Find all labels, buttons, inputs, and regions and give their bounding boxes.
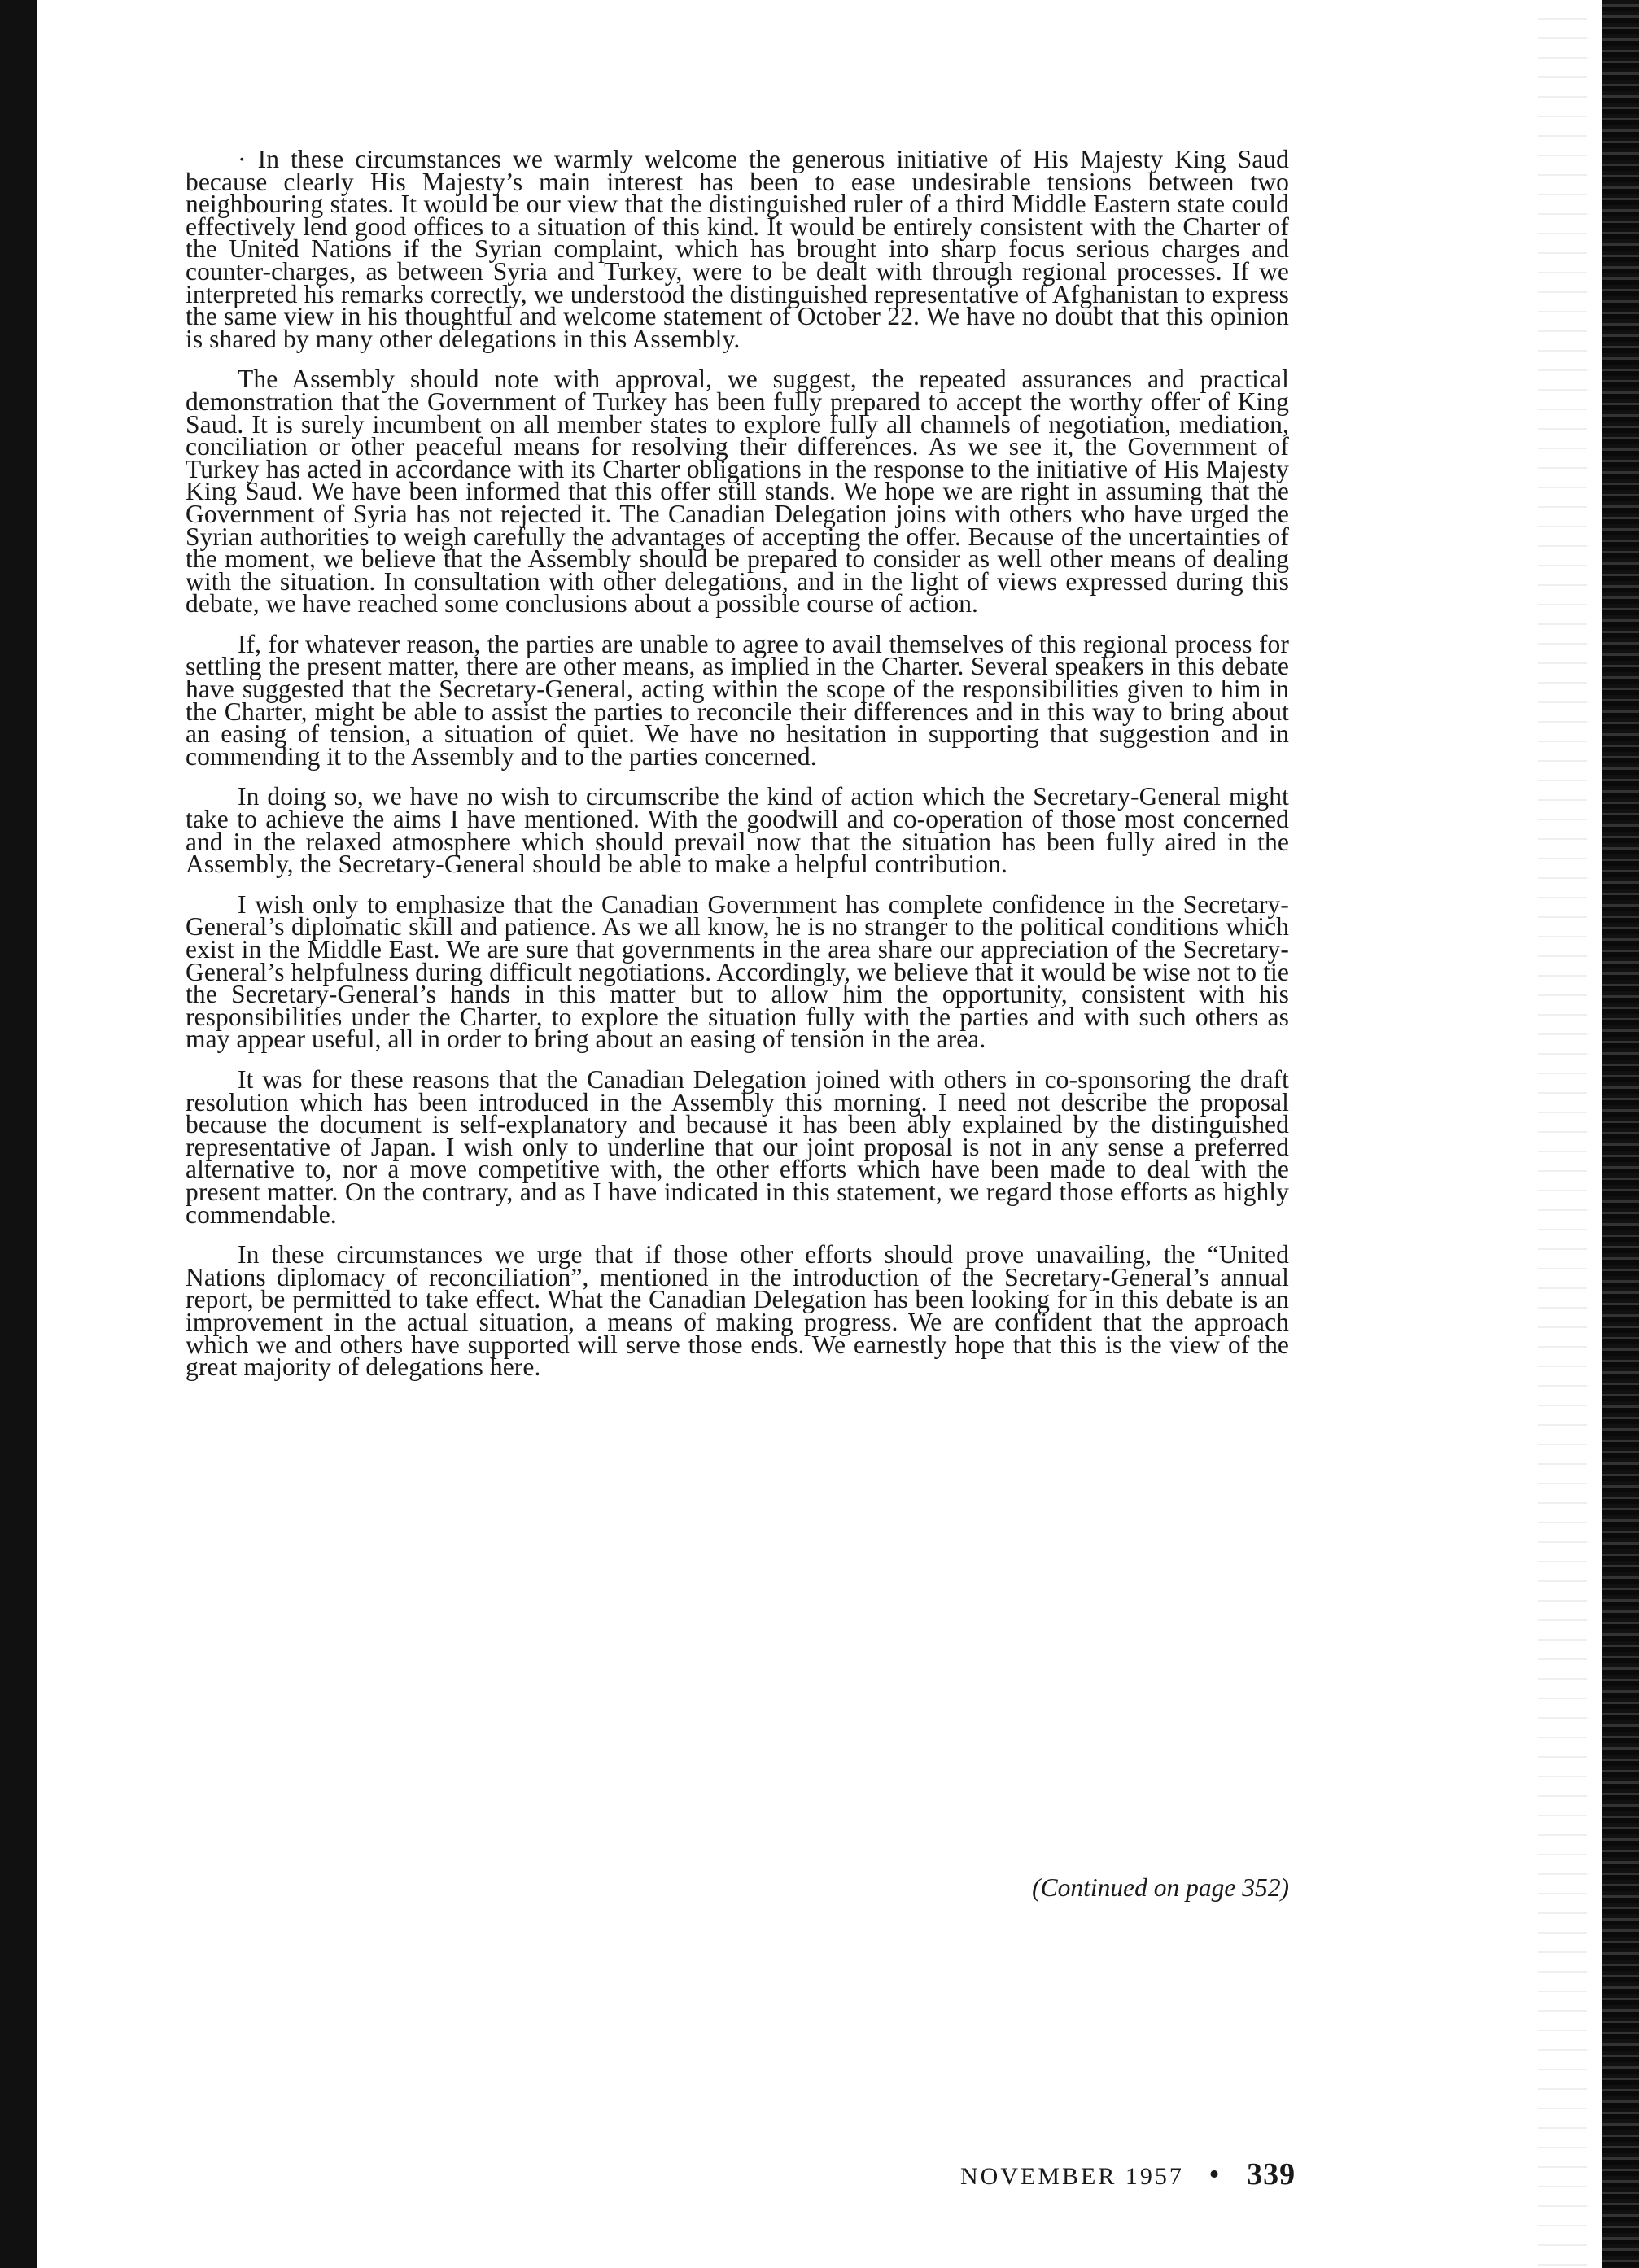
page-number: 339	[1247, 2157, 1296, 2192]
paragraph-4: In doing so, we have no wish to circumscribe the kind of action which the Secretary-General might take to achieve the aims I have mentioned. With the goodwill and co-operation of those most concerned and in the relaxed atmosphere which should prevail now that the situation has been fully aired in the Assembly, the Secretary-General should be able to make a helpful contribution.	[186, 782, 1289, 879]
scan-right-noise	[1538, 0, 1587, 2268]
paragraph-1: · In these circumstances we warmly welcome the generous initiative of His Majesty King Saud because clearly His Majesty’s main interest has been to ease undesirable tensions between two neighbouring states. It would be our view that the distinguished ruler of a third Middle Eastern state could effectively lend good offices to a situation of this kind. It would be entirely consistent with the Charter of the United Nations if the Syrian complaint, which has brought into sharp focus serious charges and counter-charges, as between Syria and Turkey, were to be dealt with through regional processes. If we interpreted his remarks correctly, we understood the distinguished representative of Afghanistan to express the same view in his thoughtful and welcome statement of October 22. We have no doubt that this opinion is shared by many other delegations in this Assembly.	[186, 145, 1289, 353]
paragraph-7: In these circumstances we urge that if those other efforts should prove unavailing, the “United Nations diplomacy of reconciliation”, mentioned in the introduction of the Secretary-General’s annual report, be permitted to take effect. What the Canadian Delegation has been looking for in this debate is an improvement in the actual situation, a means of making progress. We are confident that the approach which we and others have supported will serve those ends. We earnestly hope that this is the view of the great majority of delegations here.	[186, 1240, 1289, 1382]
paragraph-5: I wish only to emphasize that the Canadian Government has complete confidence in the Secretary-General’s diplomatic skill and patience. As we all know, he is no stranger to the political conditions which exist in the Middle East. We are sure that governments in the area share our appreciation of the Secretary-General’s helpfulness during difficult negotiations. Accordingly, we believe that it would be wise not to tie the Secretary-General’s hands in this matter but to allow him the opportunity, consistent with his responsibilities under the Charter, to explore the situation fully with the parties and with such others as may appear useful, all in order to bring about an easing of tension in the area.	[186, 889, 1289, 1054]
article-body	[186, 145, 1289, 1396]
continued-note: (Continued on page 352)	[1032, 1873, 1289, 1902]
paragraph-2: The Assembly should note with approval, we suggest, the repeated assurances and practical demonstration that the Government of Turkey has been fully prepared to accept the worthy offer of King Saud. It is surely incumbent on all member states to explore fully all channels of negotiation, mediation, conciliation or other peaceful means for resolving their differences. As we see it, the Government of Turkey has acted in accordance with its Charter obligations in the response to the initiative of His Majesty King Saud. We have been informed that this offer still stands. We hope we are right in assuming that the Government of Syria has not rejected it. The Canadian Delegation joins with others who have urged the Syrian authorities to weigh carefully the advantages of accepting the offer. Because of the uncertainties of the moment, we believe that the Assembly should be prepared to consider as well other means of dealing with the situation. In consultation with other delegations, and in the light of views expressed during this debate, we have reached some conclusions about a possible course of action.	[186, 365, 1289, 618]
footer-separator: •	[1208, 2157, 1222, 2192]
scan-right-border	[1602, 0, 1639, 2268]
page-footer	[960, 2157, 1296, 2192]
footer-date: NOVEMBER 1957	[960, 2163, 1184, 2190]
scan-left-border	[0, 0, 37, 2268]
paragraph-3: If, for whatever reason, the parties are unable to agree to avail themselves of this regional process for settling the present matter, there are other means, as implied in the Charter. Several speakers in this debate have suggested that the Secretary-General, acting within the scope of the responsibilities given to him in the Charter, might be able to assist the parties to reconcile their differences and in this way to bring about an easing of tension, a situation of quiet. We have no hesitation in supporting that suggestion and in commending it to the Assembly and to the parties concerned.	[186, 629, 1289, 771]
paragraph-6: It was for these reasons that the Canadian Delegation joined with others in co-sponsoring the draft resolution which has been introduced in the Assembly this morning. I need not describe the proposal because the document is self-explanatory and because it has been ably explained by the distinguished representative of Japan. I wish only to underline that our joint proposal is not in any sense a preferred alternative to, nor a move competitive with, the other efforts which have been made to deal with the present matter. On the contrary, and as I have indicated in this statement, we regard those efforts as highly commendable.	[186, 1064, 1289, 1229]
